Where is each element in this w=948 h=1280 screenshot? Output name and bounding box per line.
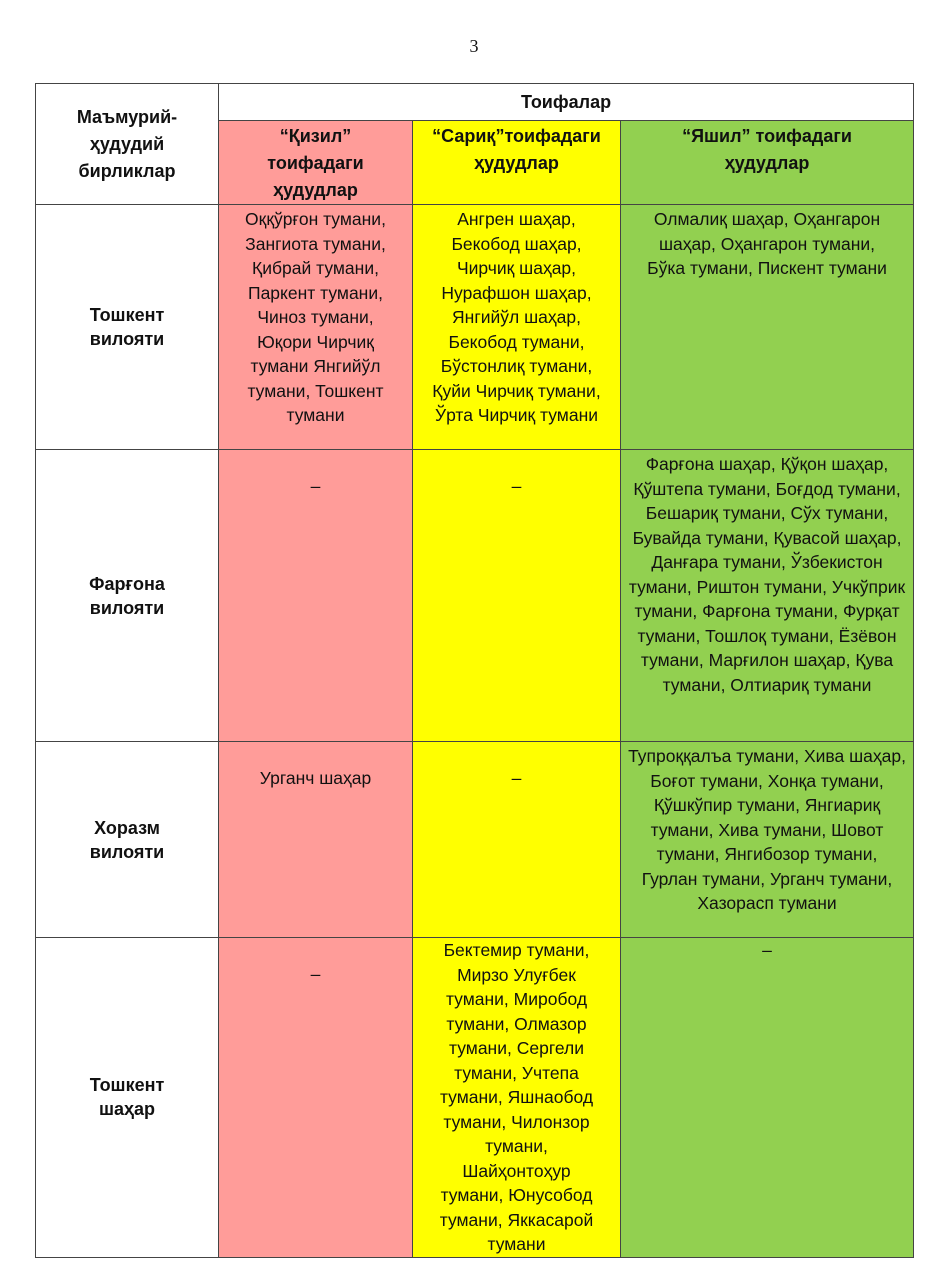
- yellow-districts: Бектемир тумани, Мирзо Улуғбек тумани, Миробод тумани, Олмазор тумани, Сергели тумани, Учтепа тумани, Яшнаобод тумани, Чилонзор тумани, Шайҳонтоҳур тумани, Юнусобод тумани, Яккасарой тумани: [439, 940, 594, 1254]
- table-row: [36, 205, 914, 450]
- region-cell: [36, 205, 219, 450]
- red-districts: –: [310, 476, 321, 496]
- header-categories-label: Тоифалар: [520, 91, 612, 112]
- header-yellow-label: “Сариқ”тоифадаги ҳудудлар: [432, 126, 601, 173]
- header-admin-units: [36, 84, 219, 205]
- green-cell: [621, 938, 914, 1258]
- header-red-category: [219, 121, 413, 205]
- header-categories: [219, 84, 914, 121]
- region-cell: [36, 742, 219, 938]
- green-cell: [621, 450, 914, 742]
- region-label: Хоразм вилояти: [89, 817, 165, 862]
- header-red-label: “Қизил” тоифадаги ҳудудлар: [267, 126, 364, 200]
- page-number: 3: [469, 36, 479, 56]
- yellow-cell: [413, 742, 621, 938]
- region-cell: [36, 938, 219, 1258]
- red-districts: –: [310, 964, 321, 984]
- red-districts: Оққўрғон тумани, Зангиота тумани, Қибрай тумани, Паркент тумани, Чиноз тумани, Юқори Чирчиқ тумани Янгийўл тумани, Тошкент тумани: [245, 209, 386, 425]
- green-districts: –: [762, 940, 772, 960]
- yellow-cell: [413, 450, 621, 742]
- green-districts: Тупроққалъа тумани, Хива шаҳар, Боғот тумани, Хонқа тумани, Қўшкўпир тумани, Янгиариқ тумани, Хива тумани, Шовот тумани, Янгибозор тумани, Гурлан тумани, Урганч тумани, Хазорасп тумани: [628, 746, 906, 913]
- red-cell: [219, 742, 413, 938]
- region-label: Фарғона вилояти: [89, 573, 165, 618]
- region-label: Тошкент вилояти: [89, 305, 165, 349]
- green-cell: [621, 205, 914, 450]
- red-cell: [219, 205, 413, 450]
- region-cell: [36, 450, 219, 742]
- yellow-districts: –: [511, 476, 522, 496]
- red-districts: Урганч шаҳар: [259, 768, 372, 788]
- header-admin-units-label: Маъмурий-ҳудудий бирликлар: [76, 106, 178, 181]
- green-cell: [621, 742, 914, 938]
- table-row: [36, 938, 914, 1258]
- table-row: [36, 450, 914, 742]
- green-districts: Олмалиқ шаҳар, Оҳангарон шаҳар, Оҳангарон тумани, Бўка тумани, Пискент тумани: [647, 209, 887, 278]
- categories-table: [35, 83, 914, 1258]
- yellow-cell: [413, 938, 621, 1258]
- red-cell: [219, 938, 413, 1258]
- yellow-districts: Ангрен шаҳар, Бекобод шаҳар, Чирчиқ шаҳар, Нурафшон шаҳар, Янгийўл шаҳар, Бекобод тумани, Бўстонлиқ тумани, Қуйи Чирчиқ тумани, Ўрта Чирчиқ тумани: [432, 209, 601, 425]
- header-green-label: “Яшил” тоифадаги ҳудудлар: [682, 126, 852, 173]
- yellow-cell: [413, 205, 621, 450]
- table-row: [36, 742, 914, 938]
- yellow-districts: –: [511, 768, 522, 788]
- header-yellow-category: [413, 121, 621, 205]
- red-cell: [219, 450, 413, 742]
- region-label: Тошкент шаҳар: [89, 1075, 165, 1120]
- green-districts: Фарғона шаҳар, Қўқон шаҳар, Қўштепа тумани, Боғдод тумани, Бешариқ тумани, Сўх тумани, Бувайда тумани, Қувасой шаҳар, Данғара тумани, Ўзбекистон тумани, Риштон тумани, Учкўприк тумани, Фарғона тумани, Фурқат тумани, Тошлоқ тумани, Ёзёвон тумани, Марғилон шаҳар, Қува тумани, Олтиариқ тумани: [628, 454, 906, 695]
- header-green-category: [621, 121, 914, 205]
